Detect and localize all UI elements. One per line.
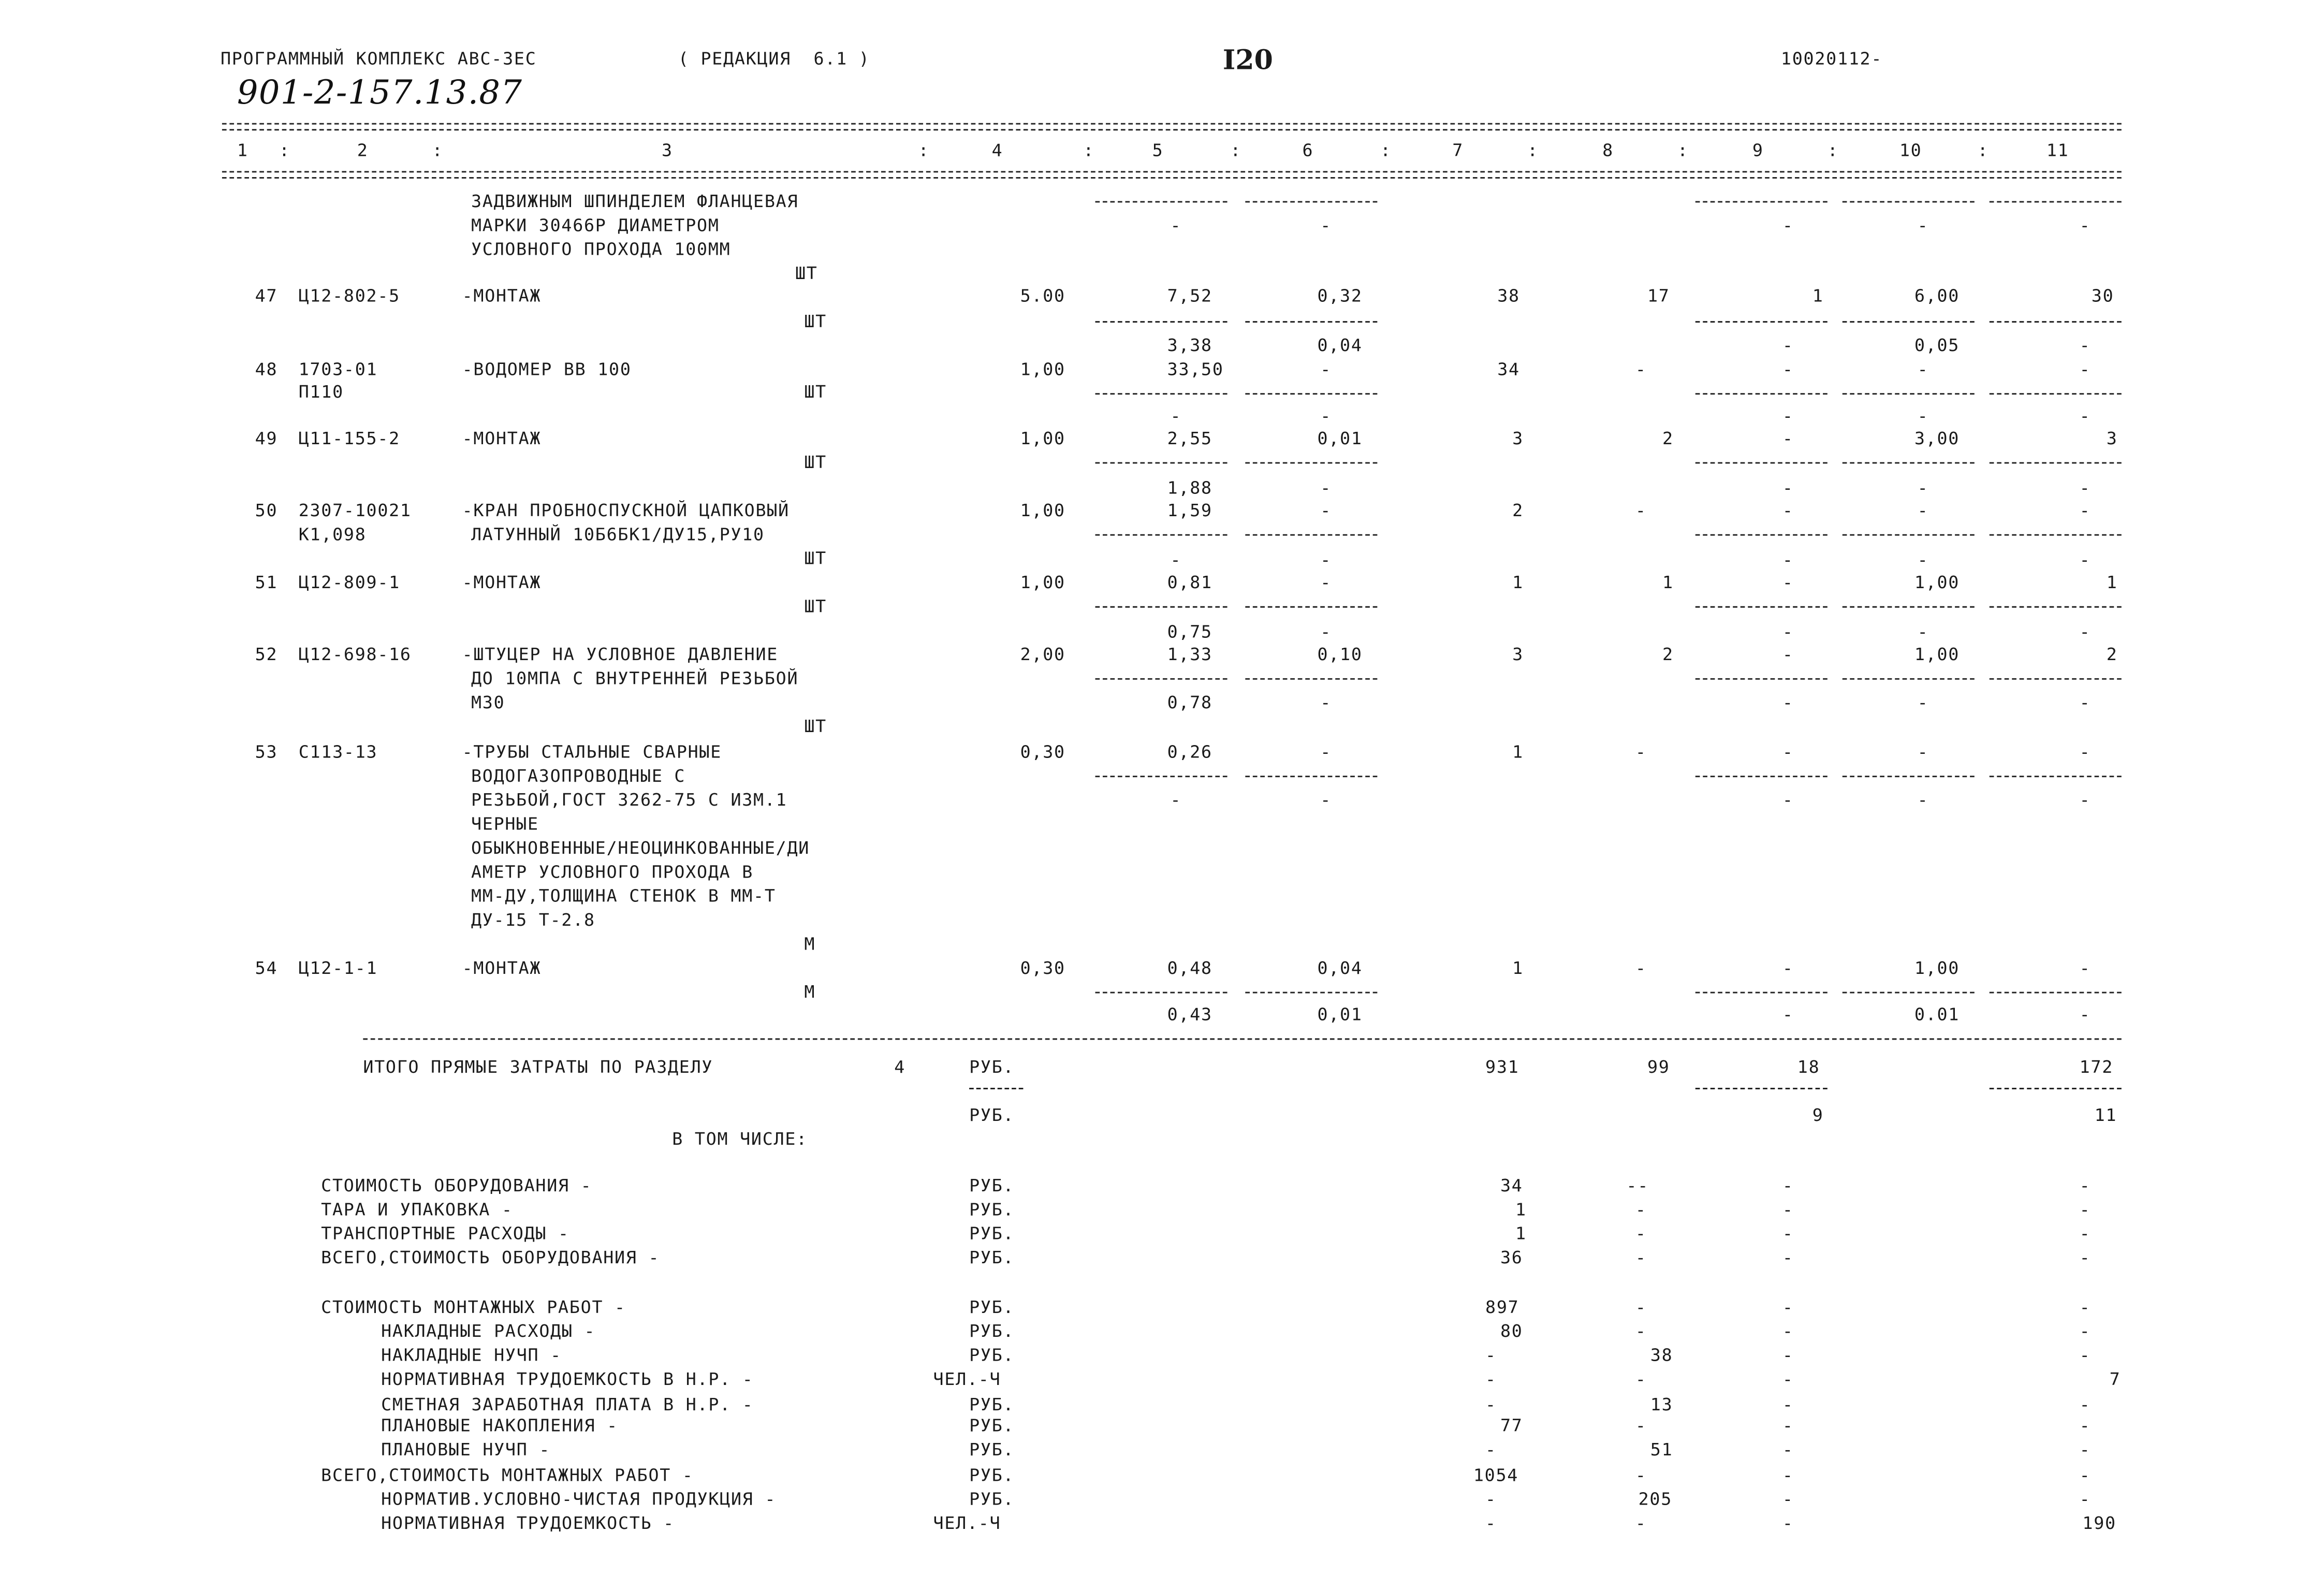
handwritten-annotation: 901-2-157.13.87	[237, 75, 523, 113]
row-unit: ШТ	[804, 716, 827, 737]
row-name-3: РЕЗЬБОЙ,ГОСТ 3262-75 С ИЗМ.1	[471, 789, 787, 810]
total-unit-2: РУБ.	[969, 1104, 1015, 1126]
summary-label: СМЕТНАЯ ЗАРАБОТНАЯ ПЛАТА В Н.Р. -	[381, 1394, 754, 1415]
summary-label: НОРМАТИВНАЯ ТРУДОЕМКОСТЬ -	[381, 1512, 675, 1534]
total-unit: РУБ.	[969, 1056, 1015, 1077]
including-label: В ТОМ ЧИСЛЕ:	[672, 1128, 808, 1149]
summary-label: НОРМАТИВ.УСЛОВНО-ЧИСТАЯ ПРОДУКЦИЯ -	[381, 1488, 777, 1510]
row-name: -МОНТАЖ	[462, 285, 542, 307]
col-7: 7	[1452, 139, 1464, 161]
document-number: 10020112-	[1780, 48, 1883, 69]
col-9: 9	[1752, 139, 1764, 161]
top-rule-2	[222, 129, 2122, 130]
row-code: С113-13	[298, 741, 378, 763]
row-name: -ВОДОМЕР ВВ 100	[462, 358, 632, 380]
row-number: 50	[255, 500, 278, 521]
row-name: -МОНТАЖ	[462, 427, 542, 449]
row-name-2: ЛАТУННЫЙ 10Б6БК1/ДУ15,РУ10	[471, 523, 765, 545]
header-rule-2	[222, 177, 2122, 179]
summary-label: СТОИМОСТЬ МОНТАЖНЫХ РАБОТ -	[321, 1296, 626, 1318]
summary-label: НАКЛАДНЫЕ НУЧП -	[381, 1344, 562, 1366]
col-10: 10	[1899, 139, 1922, 161]
row-name: -МОНТАЖ	[462, 572, 542, 593]
row-number: 52	[255, 644, 278, 665]
page-number: I20	[1222, 45, 1273, 77]
row-unit: ШТ	[804, 595, 827, 617]
row-code: Ц11-155-2	[298, 427, 400, 449]
row-unit: М	[804, 981, 816, 1002]
row-name: -ТРУБЫ СТАЛЬНЫЕ СВАРНЫЕ	[462, 741, 722, 763]
row-number: 49	[255, 427, 278, 449]
col-1: 1	[237, 139, 249, 161]
row-name-4: ЧЕРНЫЕ	[471, 813, 539, 835]
row-name-3: М30	[471, 691, 505, 713]
row-code: 2307-10021	[298, 500, 412, 521]
total-label: ИТОГО ПРЯМЫЕ ЗАТРАТЫ ПО РАЗДЕЛУ	[363, 1056, 713, 1077]
row-unit: ШТ	[804, 381, 827, 402]
row-code: Ц12-802-5	[298, 285, 400, 307]
edition-label: ( РЕДАКЦИЯ 6.1 )	[678, 48, 870, 69]
summary-label: ПЛАНОВЫЕ НУЧП -	[381, 1439, 551, 1460]
row-number: 47	[255, 285, 278, 307]
summary-label: ПЛАНОВЫЕ НАКОПЛЕНИЯ -	[381, 1414, 618, 1436]
top-rule	[222, 123, 2122, 125]
row-name-5: ОБЫКНОВЕННЫЕ/НЕОЦИНКОВАННЫЕ/ДИ	[471, 837, 810, 858]
row-cont-name-1: ЗАДВИЖНЫМ ШПИНДЕЛЕМ ФЛАНЦЕВАЯ	[471, 191, 799, 212]
row-cont-name-2: МАРКИ 30466Р ДИАМЕТРОМ	[471, 214, 720, 236]
row-code: 1703-01	[298, 358, 378, 380]
totals-rule	[363, 1038, 2121, 1040]
estimate-page: ПРОГРАММНЫЙ КОМПЛЕКС АВС-3ЕС ( РЕДАКЦИЯ 6.1 ) I20 10020112- 901-2-157.13.87 1 : 2 : 3 : 4 : 5 : 6 : 7 : 8 : 9 : 10 : 11 ЗАДВИЖНЫМ ШПИНДЕЛЕМ ФЛАНЦЕВАЯ МАРКИ 30466Р ДИАМЕТРОМ УСЛОВНОГО ПРОХОДА 100ММ ШТ - - - - - 47 Ц12-802-5 -МОНТАЖ ШТ 5.00 7,52 0,32 38 17 1 6,00 30 3,38 0,04 - 0,05 - 48 1703-01 П110 -ВОДОМЕР ВВ 100 ШТ 1,00 33,50 - 34 - - - - - - - - - 49 Ц11-155-2 -МОНТАЖ ШТ 1,00 2,55 0,01 3 2 - 3,00 3 1,88 - - - - 50 2307-10021 К1,098 -КРАН ПРОБНОСПУСКНОЙ ЦАПКОВЫЙ ЛАТУННЫЙ 10Б6БК1/ДУ15,РУ10 ШТ 1,00 1,59 - 2 - - - - - - - - - 51 Ц12-809-1 -МОНТАЖ ШТ 1,00 0,81 - 1 1 - 1,00 1 0,75 - - - - 52 Ц12-698-16 -ШТУЦЕР НА УСЛОВНОЕ ДАВЛЕНИЕ ДО 10МПА С ВНУТРЕННЕЙ РЕЗЬБОЙ М30 ШТ 2,00 1,33 0,10 3 2 - 1,00 2 0,78 - - - - 53 С113-13 -ТРУБЫ СТАЛЬНЫЕ СВАРНЫЕ ВОДОГАЗОПРОВОДНЫЕ С РЕЗЬБОЙ,ГОСТ 3262-75 С ИЗМ.1 ЧЕРНЫЕ ОБЫКНОВЕННЫЕ/НЕОЦИНКОВАННЫЕ/ДИ АМЕТР УСЛОВНОГО ПРОХОДА В ММ-ДУ,ТОЛЩИНА СТЕНОК В ММ-Т ДУ-15 Т-2.8 М 0,30 0,26 - 1 - - - - - - - - - 54 Ц12-1-1 -МОНТАЖ М 0,30 0,48 0,04 1 - - 1,00 - 0,43 0,01 - 0.01 - ИТОГО ПРЯМЫЕ ЗАТРАТЫ ПО РАЗДЕЛУ 4 РУБ. 931 99 18 172 РУБ. 9 11 В ТОМ ЧИСЛЕ: СТОИМОСТЬ ОБОРУДОВАНИЯ - РУБ. 34 -- - - ТАРА И УПАКОВКА - РУБ. 1 - - - ТРАНСПОРТНЫЕ РАСХОДЫ - РУБ. 1 - - - ВСЕГО,СТОИМОСТЬ ОБОРУДОВАНИЯ - РУБ. 36 - - - СТОИМОСТЬ МОНТАЖНЫХ РАБОТ - РУБ. 897 - - - НАКЛАДНЫЕ РАСХОДЫ - РУБ. 80 - - - НАКЛАДНЫЕ НУЧП - РУБ. - 38 - - НОРМАТИВНАЯ ТРУДОЕМКОСТЬ В Н.Р. - ЧЕЛ.-Ч - - - 7 СМЕТНАЯ ЗАРАБОТНАЯ ПЛАТА В Н.Р. - РУБ. - 13 - - ПЛАНОВЫЕ НАКОПЛЕНИЯ - РУБ. 77 - - - ПЛАНОВЫЕ НУЧП - РУБ. - 51 - - ВСЕГО,СТОИМОСТЬ МОНТАЖНЫХ РАБОТ - РУБ. 1054 - - - НОРМАТИВ.УСЛОВНО-ЧИСТАЯ ПРОДУКЦИЯ - РУБ. - 205 - - НОРМАТИВНАЯ ТРУДОЕМКОСТЬ - ЧЕЛ.-Ч - - - 190	[221, 45, 2121, 1534]
row-code: Ц12-1-1	[298, 957, 378, 979]
col-8: 8	[1602, 139, 1614, 161]
summary-label: НОРМАТИВНАЯ ТРУДОЕМКОСТЬ В Н.Р. -	[381, 1368, 754, 1390]
summary-label: СТОИМОСТЬ ОБОРУДОВАНИЯ -	[321, 1175, 592, 1196]
row-name: -МОНТАЖ	[462, 957, 542, 979]
total-section: 4	[894, 1056, 906, 1077]
summary-label: ВСЕГО,СТОИМОСТЬ ОБОРУДОВАНИЯ -	[321, 1247, 660, 1268]
summary-label: ТРАНСПОРТНЫЕ РАСХОДЫ -	[321, 1222, 569, 1244]
row-code-2: П110	[298, 381, 344, 402]
summary-label: НАКЛАДНЫЕ РАСХОДЫ -	[381, 1320, 596, 1341]
row-unit: ШТ	[804, 310, 827, 332]
row-name-6: АМЕТР УСЛОВНОГО ПРОХОДА В	[471, 861, 754, 883]
program-title: ПРОГРАММНЫЙ КОМПЛЕКС АВС-3ЕС	[221, 48, 537, 69]
row-unit: ШТ	[804, 451, 827, 473]
row-name-7: ММ-ДУ,ТОЛЩИНА СТЕНОК В ММ-Т	[471, 885, 776, 907]
row-code: Ц12-809-1	[298, 572, 400, 593]
col-11: 11	[2046, 139, 2069, 161]
row-name-2: ВОДОГАЗОПРОВОДНЫЕ С	[471, 765, 686, 786]
row-name-8: ДУ-15 Т-2.8	[471, 909, 595, 930]
row-name: -ШТУЦЕР НА УСЛОВНОЕ ДАВЛЕНИЕ	[462, 644, 779, 665]
row-code: Ц12-698-16	[298, 644, 412, 665]
summary-label: ТАРА И УПАКОВКА -	[321, 1199, 513, 1220]
row-unit: М	[804, 933, 816, 955]
row-number: 48	[255, 358, 278, 380]
col-4: 4	[991, 139, 1003, 161]
row-number: 54	[255, 957, 278, 979]
row-cont-unit: ШТ	[795, 262, 818, 284]
col-5: 5	[1152, 139, 1164, 161]
col-3: 3	[662, 139, 673, 161]
row-name-2: ДО 10МПА С ВНУТРЕННЕЙ РЕЗЬБОЙ	[471, 667, 799, 689]
row-code-2: К1,098	[298, 523, 367, 545]
col-2: 2	[357, 139, 369, 161]
row-number: 53	[255, 741, 278, 763]
header-rule	[222, 171, 2122, 172]
row-cont-name-3: УСЛОВНОГО ПРОХОДА 100ММ	[471, 238, 731, 260]
summary-label: ВСЕГО,СТОИМОСТЬ МОНТАЖНЫХ РАБОТ -	[321, 1464, 694, 1486]
row-unit: ШТ	[804, 547, 827, 569]
col-6: 6	[1302, 139, 1314, 161]
row-number: 51	[255, 572, 278, 593]
row-name: -КРАН ПРОБНОСПУСКНОЙ ЦАПКОВЫЙ	[462, 500, 790, 521]
